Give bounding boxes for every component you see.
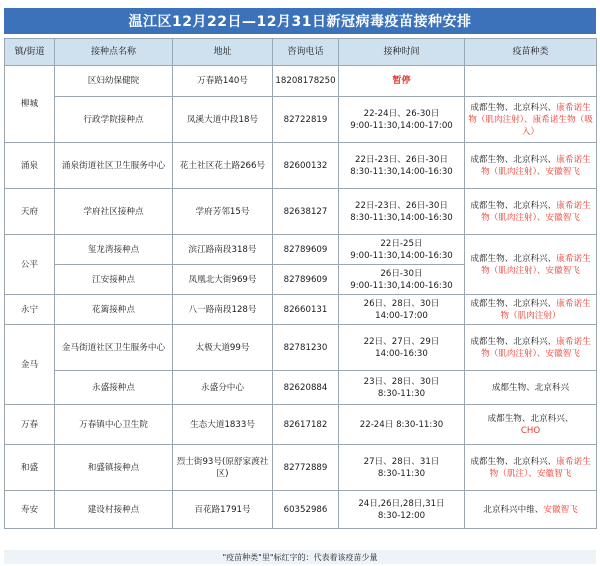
time-cell: 24日,26日,28日,31日 8:30-12:00 (339, 491, 465, 529)
address-cell: 花土社区花土路266号 (173, 143, 273, 189)
footnote: "疫苗种类"里"标红字的：代表着该疫苗少量 (4, 550, 596, 564)
phone-cell: 82660131 (273, 295, 339, 325)
time-cell: 23日、28日、30日 8:30-11:30 (339, 371, 465, 405)
time-cell: 22日、27日、29日 14:00-16:30 (339, 325, 465, 371)
phone-cell: 82638127 (273, 189, 339, 235)
table-row (5, 325, 597, 371)
site-cell: 区妇幼保健院 (55, 66, 173, 97)
time-cell: 22-24日、26-30日 9:00-11:30,14:00-17:00 (339, 97, 465, 143)
time-cell: 22-24日 8:30-11:30 (339, 405, 465, 445)
header-address: 地址 (173, 39, 273, 66)
phone-cell: 82722819 (273, 97, 339, 143)
street-cell: 金马 (5, 325, 55, 405)
time-cell: 22日-23日、26日-30日 8:30-11:30,14:00-16:30 (339, 143, 465, 189)
vaccine-cell: 成都生物、北京科兴、康希诺生物（肌肉注射） (465, 295, 597, 325)
address-cell: 永盛分中心 (173, 371, 273, 405)
street-cell: 和盛 (5, 445, 55, 491)
address-cell: 烈士街93号(原舒家渡社区) (173, 445, 273, 491)
site-cell: 万春镇中心卫生院 (55, 405, 173, 445)
schedule-table (4, 38, 597, 529)
address-cell: 凤溪大道中段18号 (173, 97, 273, 143)
time-cell (339, 66, 465, 97)
table-row (5, 295, 597, 325)
street-cell: 涌泉 (5, 143, 55, 189)
address-cell: 凤凰北大街969号 (173, 265, 273, 295)
site-cell: 花篱接种点 (55, 295, 173, 325)
street-cell: 天府 (5, 189, 55, 235)
address-cell: 百花路1791号 (173, 491, 273, 529)
vaccine-cell: 成都生物、北京科兴、康希诺生物（肌肉注射）、安徽智飞 (465, 143, 597, 189)
time-cell: 22日-25日 9:00-11:30,14:00-16:30 (339, 235, 465, 265)
table-row (5, 371, 597, 405)
vaccine-cell: 成都生物、北京科兴 (465, 371, 597, 405)
site-cell: 江安接种点 (55, 265, 173, 295)
vaccine-cell: 成都生物、北京科兴、康希诺生物（肌肉注射）、安徽智飞 (465, 325, 597, 371)
site-cell: 和盛镇接种点 (55, 445, 173, 491)
table-row (5, 143, 597, 189)
address-cell: 学府芳邻15号 (173, 189, 273, 235)
vaccine-cell: 成都生物、北京科兴、 CHO (465, 405, 597, 445)
phone-cell: 82620884 (273, 371, 339, 405)
street-cell: 永宁 (5, 295, 55, 325)
header-vaccine: 疫苗种类 (465, 39, 597, 66)
site-cell: 永盛接种点 (55, 371, 173, 405)
header-street: 镇/街道 (5, 39, 55, 66)
vaccine-cell: 成都生物、北京科兴、康希诺生物（肌肉注射）、康希诺生物（吸入） (465, 97, 597, 143)
phone-cell: 82600132 (273, 143, 339, 189)
phone-cell: 82789609 (273, 235, 339, 265)
street-cell: 公平 (5, 235, 55, 295)
paused-status: 暂停 (392, 76, 411, 86)
phone-cell: 82781230 (273, 325, 339, 371)
header-time: 接种时间 (339, 39, 465, 66)
page-title: 温江区12月22日—12月31日新冠病毒疫苗接种安排 (4, 8, 596, 34)
header-phone: 咨询电话 (273, 39, 339, 66)
phone-cell: 60352986 (273, 491, 339, 529)
header-site: 接种点名称 (55, 39, 173, 66)
table-row (5, 445, 597, 491)
street-cell: 寿安 (5, 491, 55, 529)
phone-cell: 18208178250 (273, 66, 339, 97)
phone-cell: 82617182 (273, 405, 339, 445)
site-cell: 金马街道社区卫生服务中心 (55, 325, 173, 371)
street-cell: 柳城 (5, 66, 55, 143)
phone-cell: 82789609 (273, 265, 339, 295)
vaccine-cell: 北京科兴中维、安徽智飞 (465, 491, 597, 529)
table-row (5, 405, 597, 445)
vaccine-cell: 成都生物、北京科兴、康希诺生物（肌肉注射）、安徽智飞 (465, 189, 597, 235)
time-cell: 26日、28日、30日 14:00-17:00 (339, 295, 465, 325)
phone-cell: 82772889 (273, 445, 339, 491)
site-cell: 玺龙湾接种点 (55, 235, 173, 265)
site-cell: 涌泉街道社区卫生服务中心 (55, 143, 173, 189)
site-cell: 学府社区接种点 (55, 189, 173, 235)
time-cell: 27日、28日、31日 8:30-11:30 (339, 445, 465, 491)
site-cell: 行政学院接种点 (55, 97, 173, 143)
table-row (5, 189, 597, 235)
vaccine-cell: 成都生物、北京科兴、康希诺生物（肌肉注射）、安徽智飞 (465, 235, 597, 295)
street-cell: 万春 (5, 405, 55, 445)
table-row (5, 235, 597, 265)
address-cell: 滨江路南段318号 (173, 235, 273, 265)
time-cell: 26日-30日 9:00-11:30,14:00-16:30 (339, 265, 465, 295)
table-row (5, 66, 597, 97)
vaccine-cell (465, 66, 597, 97)
address-cell: 万春路140号 (173, 66, 273, 97)
header-row (5, 39, 597, 66)
address-cell: 太极大道99号 (173, 325, 273, 371)
time-cell: 22日-23日、26日-30日 8:30-11:30,14:00-16:30 (339, 189, 465, 235)
address-cell: 八一路南段128号 (173, 295, 273, 325)
vaccine-cell: 成都生物、北京科兴、康希诺生物（肌注）、安徽智飞 (465, 445, 597, 491)
address-cell: 生态大道1833号 (173, 405, 273, 445)
table-row (5, 491, 597, 529)
site-cell: 建设村接种点 (55, 491, 173, 529)
table-row (5, 97, 597, 143)
